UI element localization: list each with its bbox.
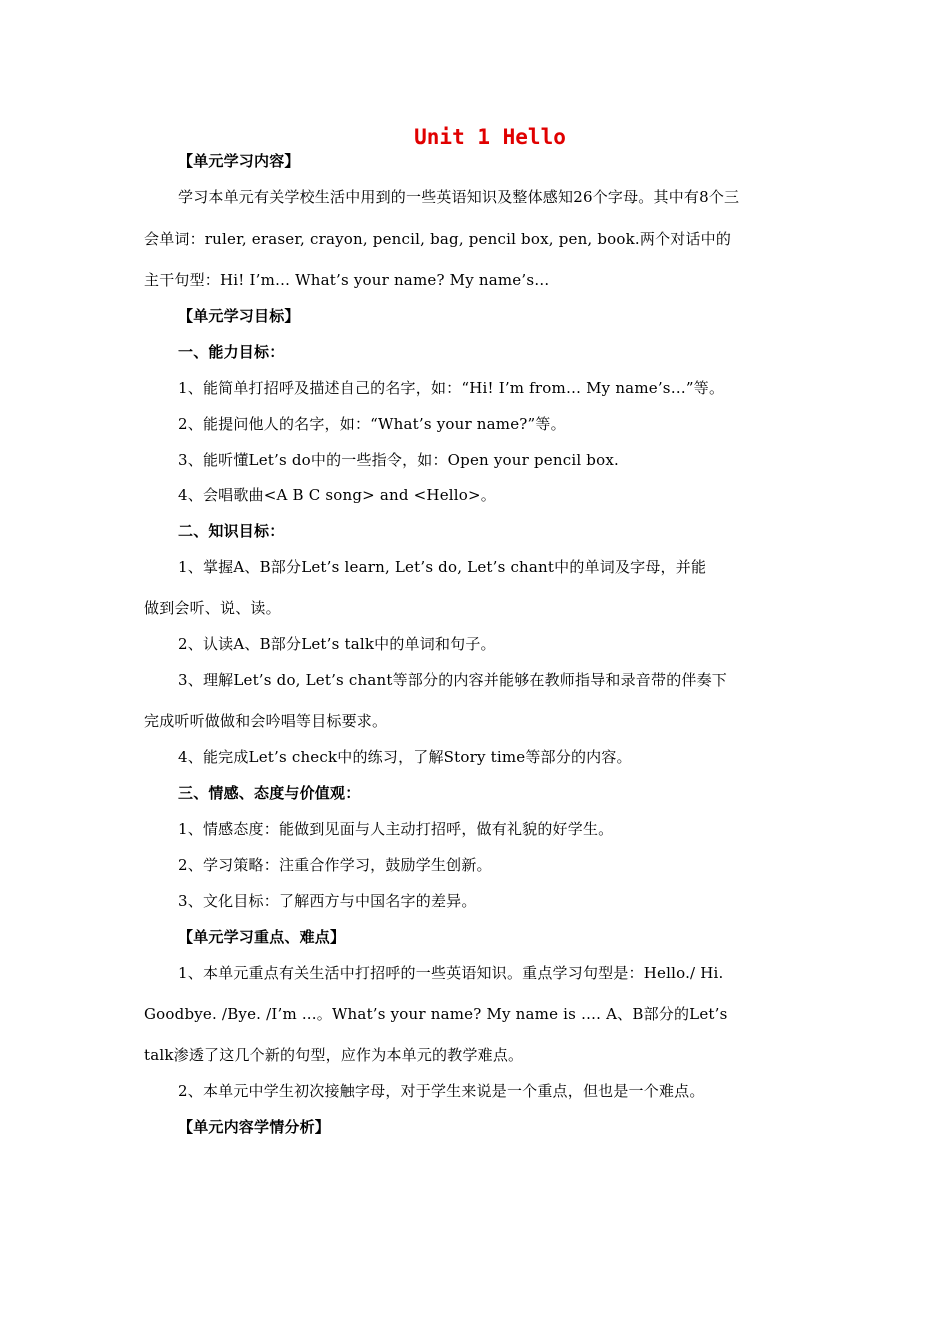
list-item: 4、能完成Let’s check中的练习，了解Story time等部分的内容。: [178, 748, 632, 766]
document-title: Unit 1 Hello: [414, 125, 566, 149]
section-heading: 【单元学习内容】: [178, 152, 300, 170]
list-item-continued: 完成听听做做和会吟唱等目标要求。: [144, 712, 388, 730]
list-item-continued: talk渗透了这几个新的句型，应作为本单元的教学难点。: [144, 1046, 524, 1064]
list-item: 2、本单元中学生初次接触字母，对于学生来说是一个重点，但也是一个难点。: [178, 1082, 705, 1100]
paragraph-line: 会单词：ruler, eraser, crayon, pencil, bag, pencil box, pen, book.两个对话中的: [144, 230, 732, 248]
list-item: 3、理解Let’s do, Let’s chant等部分的内容并能够在教师指导和录音带的伴奏下: [178, 671, 728, 689]
subsection-heading: 二、知识目标：: [178, 522, 285, 540]
section-heading: 【单元学习目标】: [178, 307, 300, 325]
list-item: 2、学习策略：注重合作学习，鼓励学生创新。: [178, 856, 492, 874]
list-item: 1、掌握A、B部分Let’s learn, Let’s do, Let’s chant中的单词及字母，并能: [178, 558, 707, 576]
subsection-heading: 一、能力目标：: [178, 343, 285, 361]
list-item: 3、能听懂Let’s do中的一些指令，如：Open your pencil box.: [178, 451, 619, 469]
list-item: 1、情感态度：能做到见面与人主动打招呼，做有礼貌的好学生。: [178, 820, 614, 838]
paragraph-line: 学习本单元有关学校生活中用到的一些英语知识及整体感知26个字母。其中有8个三: [178, 188, 740, 206]
list-item: 3、文化目标：了解西方与中国名字的差异。: [178, 892, 477, 910]
list-item: 4、会唱歌曲<A B C song> and <Hello>。: [178, 486, 496, 504]
list-item: 1、本单元重点有关生活中打招呼的一些英语知识。重点学习句型是：Hello./ Hi.: [178, 964, 724, 982]
paragraph-line: 主干句型：Hi! I’m… What’s your name? My name’s…: [144, 271, 550, 289]
subsection-heading: 三、情感、态度与价值观：: [178, 784, 361, 802]
list-item: 2、能提问他人的名字，如：“What’s your name?”等。: [178, 415, 566, 433]
section-heading: 【单元内容学情分析】: [178, 1118, 331, 1136]
list-item: 1、能简单打招呼及描述自己的名字，如：“Hi! I’m from… My name’s…”等。: [178, 379, 725, 397]
list-item-continued: 做到会听、说、读。: [144, 599, 281, 617]
list-item: 2、认读A、B部分Let’s talk中的单词和句子。: [178, 635, 496, 653]
list-item-continued: Goodbye. /Bye. /I’m ...。What’s your name? My name is …. A、B部分的Let’s: [144, 1005, 728, 1023]
section-heading: 【单元学习重点、难点】: [178, 928, 346, 946]
